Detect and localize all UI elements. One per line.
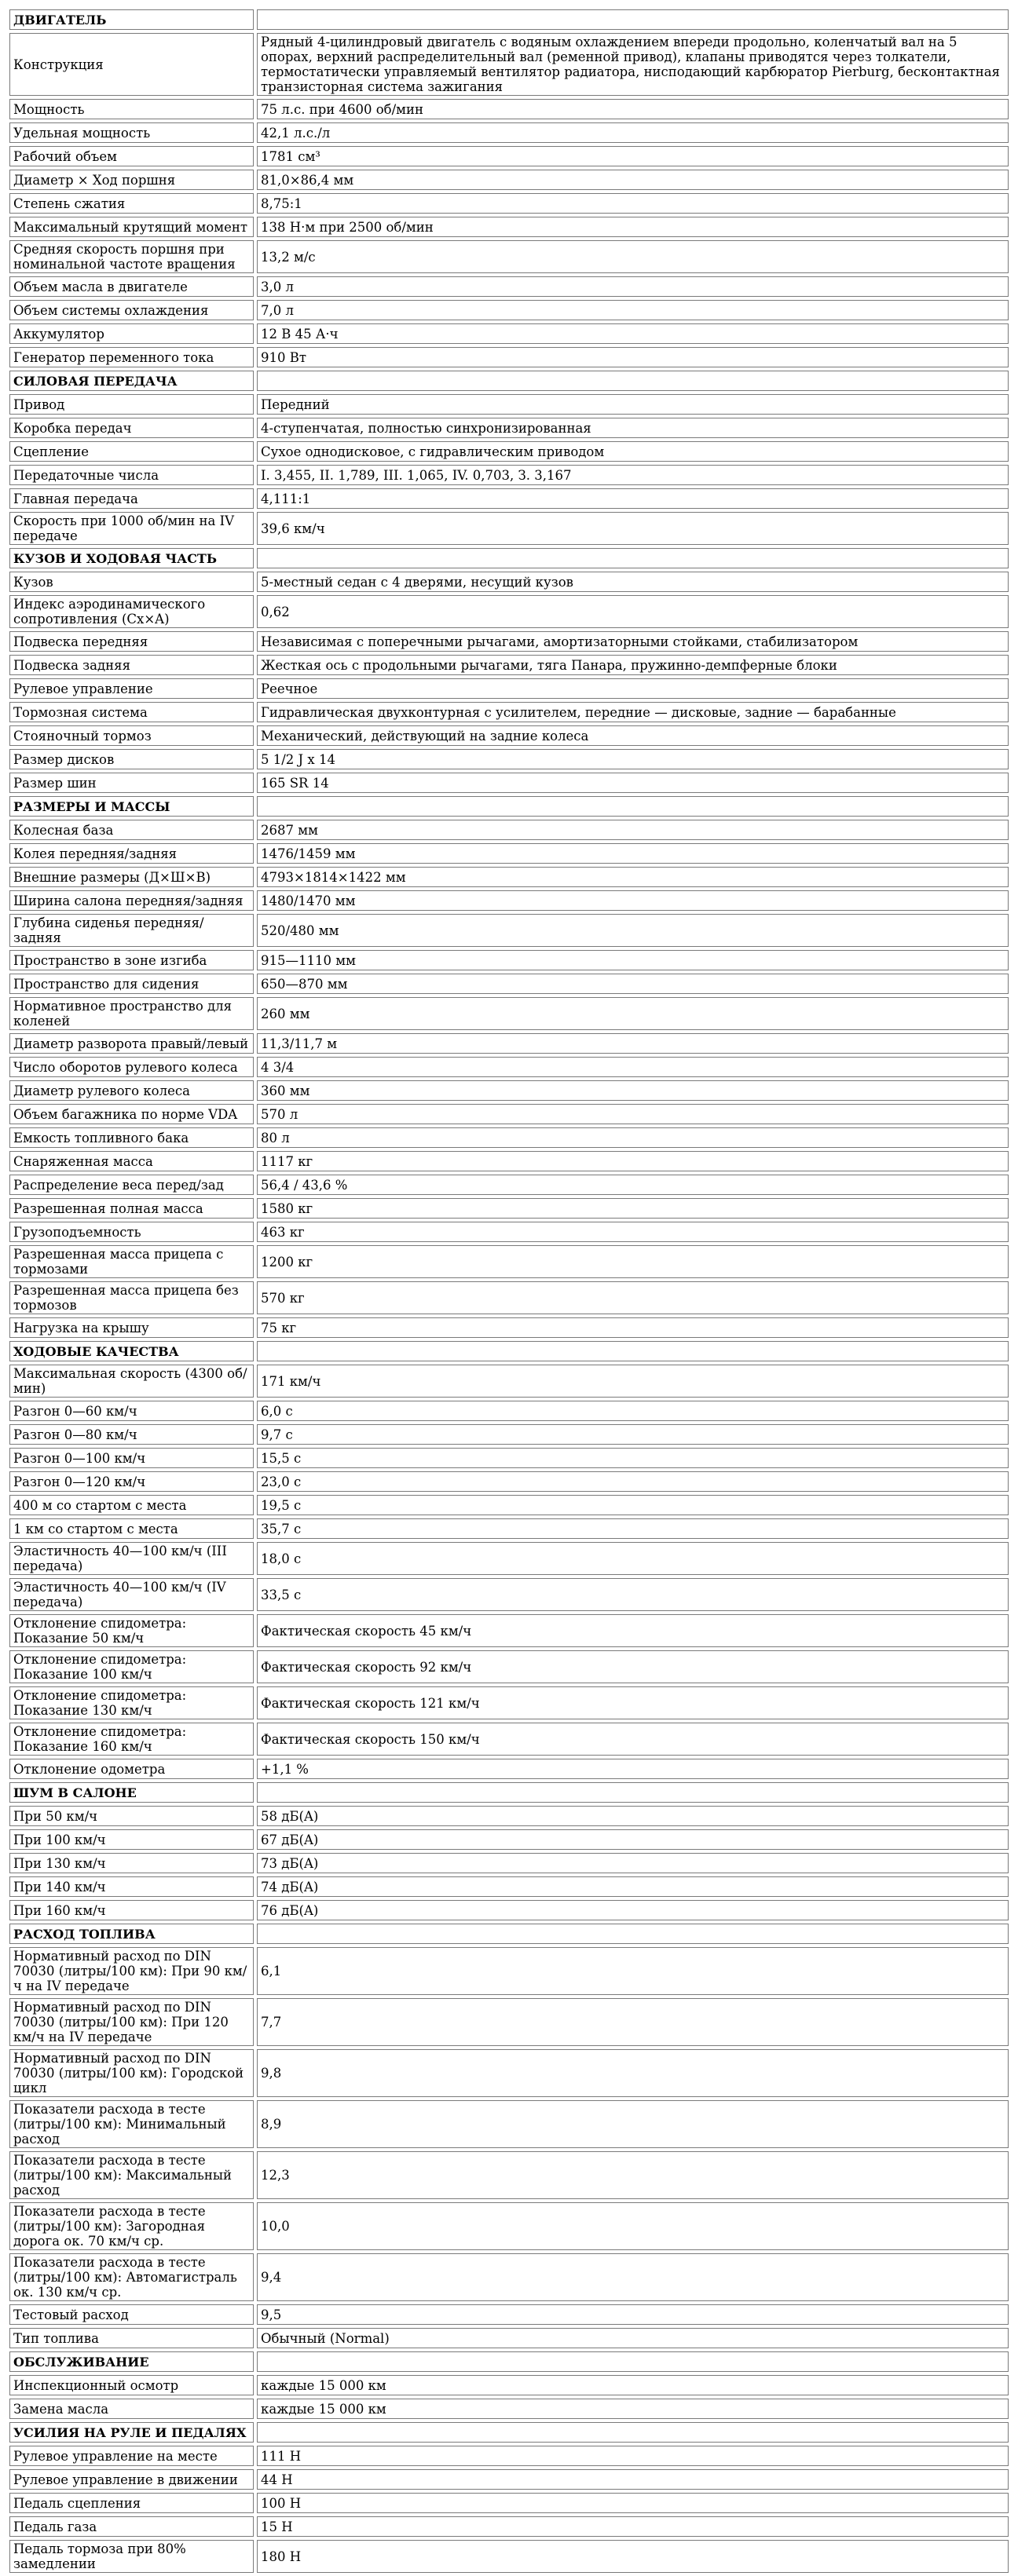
spec-label: Ширина салона передняя/задняя [9,890,254,911]
section-header-blank-cell [257,371,1009,391]
spec-row [9,1518,1009,1539]
spec-label: Размер шин [9,773,254,793]
spec-value: 19,5 с [257,1495,1009,1515]
spec-row [9,1686,1009,1719]
spec-label: Педаль сцепления [9,2493,254,2513]
spec-row [9,820,1009,840]
section-header-row [9,796,1009,817]
spec-row [9,914,1009,947]
spec-value: I. 3,455, II. 1,789, III. 1,065, IV. 0,703, З. 3,167 [257,465,1009,485]
section-header-blank-cell [257,1924,1009,1944]
spec-row [9,1806,1009,1826]
section-header-blank-cell [257,1782,1009,1803]
spec-row [9,1222,1009,1242]
section-title: РАСХОД ТОПЛИВА [9,1924,254,1944]
spec-label: Стояночный тормоз [9,725,254,746]
spec-label: Отклонение спидометра: Показание 50 км/ч [9,1614,254,1647]
spec-value: 39,6 км/ч [257,512,1009,545]
spec-label: Размер дисков [9,749,254,769]
spec-label: При 100 км/ч [9,1829,254,1850]
spec-row [9,2469,1009,2490]
spec-label: Показатели расхода в тесте (литры/100 км): Загородная дорога ок. 70 км/ч ср. [9,2202,254,2250]
spec-row [9,1614,1009,1647]
section-header-blank-cell [257,2422,1009,2443]
spec-value: 171 км/ч [257,1365,1009,1398]
spec-value: 9,7 с [257,1424,1009,1445]
spec-label: Подвеска задняя [9,655,254,675]
spec-row [9,488,1009,509]
spec-row [9,1365,1009,1398]
spec-value: 56,4 / 43,6 % [257,1175,1009,1195]
spec-row [9,1245,1009,1278]
spec-row [9,1033,1009,1054]
spec-label: Разгон 0—100 км/ч [9,1448,254,1468]
spec-row [9,1723,1009,1756]
spec-value: Сухое однодисковое, с гидравлическим приводом [257,441,1009,462]
spec-value: +1,1 % [257,1759,1009,1779]
spec-row [9,595,1009,628]
spec-value: 6,1 [257,1947,1009,1995]
spec-value: 4793×1814×1422 мм [257,867,1009,887]
spec-value: 5 1/2 J x 14 [257,749,1009,769]
spec-value: 33,5 с [257,1578,1009,1611]
spec-label: Коробка передач [9,418,254,438]
spec-value: 1781 см³ [257,146,1009,166]
spec-value: 1580 кг [257,1198,1009,1219]
spec-label: 1 км со стартом с места [9,1518,254,1539]
spec-row [9,441,1009,462]
spec-value: 111 Н [257,2446,1009,2466]
spec-value: 1476/1459 мм [257,843,1009,864]
spec-row [9,2375,1009,2395]
spec-value: 570 л [257,1104,1009,1124]
spec-value: 75 кг [257,1317,1009,1338]
spec-value: Реечное [257,678,1009,699]
spec-value: 8,9 [257,2100,1009,2148]
spec-label: Колея передняя/задняя [9,843,254,864]
spec-label: Разрешенная масса прицепа без тормозов [9,1281,254,1314]
spec-row [9,1829,1009,1850]
spec-value: 138 Н·м при 2500 об/мин [257,217,1009,237]
spec-row [9,867,1009,887]
spec-value: 58 дБ(A) [257,1806,1009,1826]
spec-row [9,2151,1009,2199]
spec-value: 23,0 с [257,1471,1009,1492]
spec-label: Педаль тормоза при 80% замедлении [9,2540,254,2573]
section-header-row [9,2351,1009,2372]
spec-label: Привод [9,394,254,415]
spec-row [9,276,1009,297]
spec-label: Рулевое управление [9,678,254,699]
spec-value: каждые 15 000 км [257,2375,1009,2395]
spec-row [9,1317,1009,1338]
spec-row [9,300,1009,320]
spec-value: 3,0 л [257,276,1009,297]
spec-row [9,1998,1009,2046]
spec-label: При 50 км/ч [9,1806,254,1826]
spec-row [9,394,1009,415]
spec-value: 360 мм [257,1080,1009,1101]
spec-value: Рядный 4-цилиндровый двигатель с водяным охлаждением впереди продольно, коленчатый вал на 5 опорах, верхний распределительный вал (ременной привод), клапаны приводятся через толкатели, термостатически управляемый вентилятор радиатора, нисподающий карбюратор Pierburg, бесконтактная транзисторная система зажигания [257,33,1009,96]
spec-value: 18,0 с [257,1542,1009,1575]
spec-row [9,1151,1009,1171]
section-title: ОБСЛУЖИВАНИЕ [9,2351,254,2372]
spec-label: Внешние размеры (Д×Ш×В) [9,867,254,887]
spec-row [9,418,1009,438]
spec-label: Отклонение спидометра: Показание 160 км/ч [9,1723,254,1756]
spec-value: 12 В 45 А·ч [257,323,1009,344]
spec-value: 650—870 мм [257,974,1009,994]
section-title: ХОДОВЫЕ КАЧЕСТВА [9,1341,254,1361]
spec-value: 80 л [257,1127,1009,1148]
spec-label: Диаметр разворота правый/левый [9,1033,254,1054]
spec-label: Емкость топливного бака [9,1127,254,1148]
spec-row [9,2493,1009,2513]
spec-label: Тип топлива [9,2328,254,2348]
spec-value: 1200 кг [257,1245,1009,1278]
spec-row [9,512,1009,545]
spec-row [9,2399,1009,2419]
spec-label: Показатели расхода в тесте (литры/100 км): Минимальный расход [9,2100,254,2148]
spec-value: Гидравлическая двухконтурная с усилителем, передние — дисковые, задние — барабанные [257,702,1009,722]
spec-row [9,2304,1009,2325]
spec-value: 2687 мм [257,820,1009,840]
spec-row [9,146,1009,166]
spec-row [9,655,1009,675]
section-title: ДВИГАТЕЛЬ [9,9,254,30]
spec-row [9,1759,1009,1779]
spec-value: 75 л.с. при 4600 об/мин [257,99,1009,119]
spec-value: 1480/1470 мм [257,890,1009,911]
spec-label: Кузов [9,572,254,592]
spec-row [9,1448,1009,1468]
spec-row [9,890,1009,911]
spec-label: Генератор переменного тока [9,347,254,367]
spec-label: Скорость при 1000 об/мин на IV передаче [9,512,254,545]
spec-value: 180 Н [257,2540,1009,2573]
section-header-row [9,1341,1009,1361]
spec-label: Тестовый расход [9,2304,254,2325]
spec-label: Нормативный расход по DIN 70030 (литры/100 км): Городской цикл [9,2049,254,2097]
spec-value: 76 дБ(A) [257,1900,1009,1920]
spec-value: 44 Н [257,2469,1009,2490]
spec-label: Нормативное пространство для коленей [9,997,254,1030]
spec-label: Конструкция [9,33,254,96]
spec-label: Нормативный расход по DIN 70030 (литры/100 км): При 90 км/ч на IV передаче [9,1947,254,1995]
spec-label: Главная передача [9,488,254,509]
spec-label: Эластичность 40—100 км/ч (III передача) [9,1542,254,1575]
spec-row [9,1401,1009,1421]
spec-value: 15 Н [257,2516,1009,2537]
spec-label: Максимальная скорость (4300 об/мин) [9,1365,254,1398]
spec-label: При 130 км/ч [9,1853,254,1873]
spec-label: Показатели расхода в тесте (литры/100 км): Автомагистраль ок. 130 км/ч ср. [9,2253,254,2301]
spec-value: 915—1110 мм [257,950,1009,970]
spec-row [9,1198,1009,1219]
spec-value: 11,3/11,7 м [257,1033,1009,1054]
section-header-row [9,2422,1009,2443]
spec-value: 0,62 [257,595,1009,628]
spec-label: При 160 км/ч [9,1900,254,1920]
spec-row [9,217,1009,237]
spec-row [9,1900,1009,1920]
spec-row [9,1057,1009,1077]
spec-label: Отклонение спидометра: Показание 100 км/ч [9,1650,254,1683]
spec-label: Диаметр × Ход поршня [9,170,254,190]
spec-row [9,997,1009,1030]
spec-value: 9,5 [257,2304,1009,2325]
spec-label: Степень сжатия [9,193,254,214]
spec-row [9,1947,1009,1995]
spec-row [9,773,1009,793]
spec-value: 7,0 л [257,300,1009,320]
spec-value: 7,7 [257,1998,1009,2046]
spec-value: 9,4 [257,2253,1009,2301]
spec-label: Разгон 0—80 км/ч [9,1424,254,1445]
spec-value: 67 дБ(A) [257,1829,1009,1850]
spec-row [9,122,1009,143]
spec-row [9,2202,1009,2250]
section-title: УСИЛИЯ НА РУЛЕ И ПЕДАЛЯХ [9,2422,254,2443]
spec-row [9,1876,1009,1897]
spec-value: 520/480 мм [257,914,1009,947]
spec-label: Разгон 0—120 км/ч [9,1471,254,1492]
spec-label: Разгон 0—60 км/ч [9,1401,254,1421]
spec-value: 463 кг [257,1222,1009,1242]
spec-row [9,1424,1009,1445]
spec-row [9,2540,1009,2573]
spec-label: Рабочий объем [9,146,254,166]
spec-row [9,974,1009,994]
section-header-row [9,371,1009,391]
spec-value: Фактическая скорость 45 км/ч [257,1614,1009,1647]
spec-value: Передний [257,394,1009,415]
spec-label: Отклонение одометра [9,1759,254,1779]
spec-label: Снаряженная масса [9,1151,254,1171]
spec-label: Рулевое управление в движении [9,2469,254,2490]
spec-row [9,99,1009,119]
spec-label: Инспекционный осмотр [9,2375,254,2395]
spec-row [9,1650,1009,1683]
spec-value: 260 мм [257,997,1009,1030]
spec-label: При 140 км/ч [9,1876,254,1897]
section-header-row [9,1924,1009,1944]
spec-table-body [9,9,1009,2573]
spec-value: 74 дБ(A) [257,1876,1009,1897]
spec-label: Индекс аэродинамического сопротивления (Cx×A) [9,595,254,628]
spec-value: 10,0 [257,2202,1009,2250]
spec-row [9,1104,1009,1124]
spec-label: Пространство в зоне изгиба [9,950,254,970]
spec-label: Распределение веса перед/зад [9,1175,254,1195]
spec-row [9,1853,1009,1873]
spec-label: Нормативный расход по DIN 70030 (литры/100 км): При 120 км/ч на IV передаче [9,1998,254,2046]
spec-row [9,1127,1009,1148]
spec-label: Передаточные числа [9,465,254,485]
spec-row [9,1175,1009,1195]
spec-row [9,572,1009,592]
spec-row [9,1281,1009,1314]
spec-label: Тормозная система [9,702,254,722]
section-title: ШУМ В САЛОНЕ [9,1782,254,1803]
spec-row [9,1080,1009,1101]
spec-label: Аккумулятор [9,323,254,344]
spec-value: 4-ступенчатая, полностью синхронизированная [257,418,1009,438]
section-title: КУЗОВ И ХОДОВАЯ ЧАСТЬ [9,548,254,568]
spec-label: Рулевое управление на месте [9,2446,254,2466]
spec-value: Фактическая скорость 121 км/ч [257,1686,1009,1719]
spec-label: Глубина сиденья передняя/задняя [9,914,254,947]
spec-row [9,193,1009,214]
spec-row [9,749,1009,769]
spec-value: Обычный (Normal) [257,2328,1009,2348]
spec-value: 1117 кг [257,1151,1009,1171]
spec-label: Эластичность 40—100 км/ч (IV передача) [9,1578,254,1611]
spec-value: 12,3 [257,2151,1009,2199]
spec-label: Объем системы охлаждения [9,300,254,320]
spec-row [9,1495,1009,1515]
section-header-blank-cell [257,796,1009,817]
spec-row [9,2328,1009,2348]
spec-value: Фактическая скорость 150 км/ч [257,1723,1009,1756]
spec-row [9,2253,1009,2301]
spec-label: Число оборотов рулевого колеса [9,1057,254,1077]
spec-label: Средняя скорость поршня при номинальной частоте вращения [9,240,254,273]
spec-row [9,678,1009,699]
spec-label: Отклонение спидометра: Показание 130 км/ч [9,1686,254,1719]
spec-label: Объем багажника по норме VDA [9,1104,254,1124]
spec-row [9,843,1009,864]
spec-label: Объем масла в двигателе [9,276,254,297]
spec-value: 6,0 с [257,1401,1009,1421]
spec-value: Независимая с поперечными рычагами, амортизаторными стойками, стабилизатором [257,631,1009,652]
spec-value: 100 Н [257,2493,1009,2513]
spec-label: 400 м со стартом с места [9,1495,254,1515]
spec-label: Сцепление [9,441,254,462]
section-title: РАЗМЕРЫ И МАССЫ [9,796,254,817]
spec-label: Педаль газа [9,2516,254,2537]
spec-row [9,170,1009,190]
spec-value: 165 SR 14 [257,773,1009,793]
spec-label: Разрешенная масса прицепа с тормозами [9,1245,254,1278]
spec-value: 15,5 с [257,1448,1009,1468]
section-header-blank-cell [257,1341,1009,1361]
section-header-row [9,9,1009,30]
section-title: СИЛОВАЯ ПЕРЕДАЧА [9,371,254,391]
spec-value: Механический, действующий на задние колеса [257,725,1009,746]
spec-label: Диаметр рулевого колеса [9,1080,254,1101]
spec-label: Пространство для сидения [9,974,254,994]
spec-label: Удельная мощность [9,122,254,143]
spec-row [9,2446,1009,2466]
spec-value: 42,1 л.с./л [257,122,1009,143]
spec-row [9,725,1009,746]
spec-label: Показатели расхода в тесте (литры/100 км): Максимальный расход [9,2151,254,2199]
spec-row [9,465,1009,485]
spec-value: 8,75:1 [257,193,1009,214]
section-header-blank-cell [257,2351,1009,2372]
section-header-blank-cell [257,9,1009,30]
spec-label: Нагрузка на крышу [9,1317,254,1338]
spec-row [9,950,1009,970]
spec-row [9,1578,1009,1611]
spec-row [9,631,1009,652]
spec-value: 570 кг [257,1281,1009,1314]
spec-row [9,347,1009,367]
spec-value: 35,7 с [257,1518,1009,1539]
spec-row [9,2100,1009,2148]
spec-value: Жесткая ось с продольными рычагами, тяга Панара, пружинно-демпферные блоки [257,655,1009,675]
section-header-blank-cell [257,548,1009,568]
spec-value: 73 дБ(A) [257,1853,1009,1873]
spec-label: Мощность [9,99,254,119]
spec-table [6,6,1012,2576]
spec-label: Замена масла [9,2399,254,2419]
spec-value: 5-местный седан с 4 дверями, несущий кузов [257,572,1009,592]
spec-value: каждые 15 000 км [257,2399,1009,2419]
spec-value: 9,8 [257,2049,1009,2097]
spec-label: Колесная база [9,820,254,840]
spec-value: 4,111:1 [257,488,1009,509]
spec-value: 910 Вт [257,347,1009,367]
spec-value: 13,2 м/с [257,240,1009,273]
spec-row [9,1542,1009,1575]
spec-row [9,240,1009,273]
spec-row [9,33,1009,96]
section-header-row [9,1782,1009,1803]
spec-label: Максимальный крутящий момент [9,217,254,237]
spec-value: 4 3/4 [257,1057,1009,1077]
spec-row [9,2516,1009,2537]
spec-label: Разрешенная полная масса [9,1198,254,1219]
spec-label: Подвеска передняя [9,631,254,652]
spec-row [9,1471,1009,1492]
spec-row [9,702,1009,722]
section-header-row [9,548,1009,568]
spec-value: 81,0×86,4 мм [257,170,1009,190]
spec-row [9,2049,1009,2097]
spec-label: Грузоподъемность [9,1222,254,1242]
spec-row [9,323,1009,344]
spec-value: Фактическая скорость 92 км/ч [257,1650,1009,1683]
